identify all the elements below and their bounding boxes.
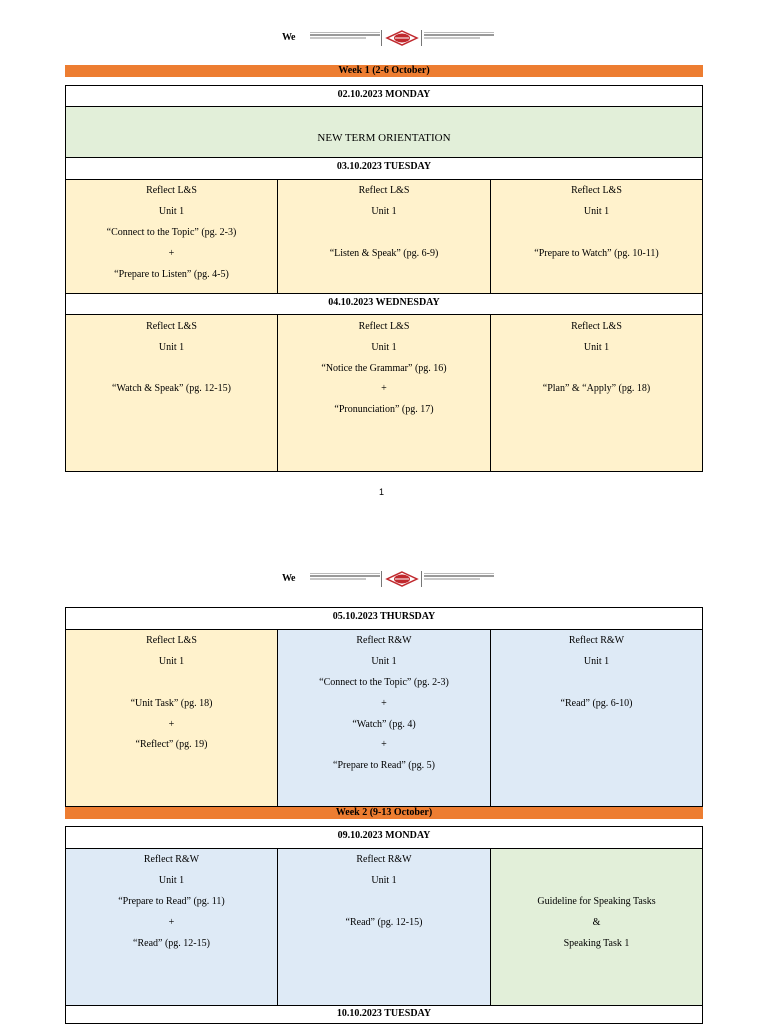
tuesday-cell-3: Reflect L&S Unit 1 “Prepare to Watch” (pg. 10-11): [490, 179, 703, 294]
school-emblem-icon: [384, 571, 420, 587]
monday-2-cell-3: Guideline for Speaking Tasks & Speaking Task 1: [490, 848, 703, 1006]
tuesday-2-header: 10.10.2023 TUESDAY: [65, 1005, 703, 1024]
logo-left-text: [310, 31, 380, 40]
week-1-bar: Week 1 (2-6 October): [65, 65, 703, 77]
wednesday-cell-3: Reflect L&S Unit 1 “Plan” & “Apply” (pg. 18): [490, 314, 703, 472]
wednesday-header: 04.10.2023 WEDNESDAY: [65, 293, 703, 315]
logo-right-text: [424, 31, 494, 40]
school-emblem-icon: [384, 30, 420, 46]
header-logo: [282, 30, 494, 46]
orientation-text: NEW TERM ORIENTATION: [317, 132, 451, 144]
page-number: 1: [379, 487, 385, 497]
logo-mark-text: We: [282, 573, 295, 584]
logo-mark-text: We: [282, 32, 295, 43]
wednesday-cell-2: Reflect L&S Unit 1 “Notice the Grammar” (pg. 16) + “Pronunciation” (pg. 17): [277, 314, 491, 472]
logo-left-text: [310, 572, 380, 581]
thursday-cell-2: Reflect R&W Unit 1 “Connect to the Topic” (pg. 2-3) + “Watch” (pg. 4) + “Prepare to Read” (pg. 5): [277, 629, 491, 807]
logo-right-text: [424, 572, 494, 581]
monday-header: 02.10.2023 MONDAY: [65, 85, 703, 107]
thursday-cell-3: Reflect R&W Unit 1 “Read” (pg. 6-10): [490, 629, 703, 807]
week-2-bar: Week 2 (9-13 October): [65, 807, 703, 819]
wednesday-cell-1: Reflect L&S Unit 1 “Watch & Speak” (pg. 12-15): [65, 314, 278, 472]
tuesday-cell-2: Reflect L&S Unit 1 “Listen & Speak” (pg. 6-9): [277, 179, 491, 294]
thursday-header: 05.10.2023 THURSDAY: [65, 607, 703, 630]
monday-2-header: 09.10.2023 MONDAY: [65, 826, 703, 849]
monday-2-cell-1: Reflect R&W Unit 1 “Prepare to Read” (pg. 11) + “Read” (pg. 12-15): [65, 848, 278, 1006]
tuesday-cell-1: Reflect L&S Unit 1 “Connect to the Topic” (pg. 2-3) + “Prepare to Listen” (pg. 4-5): [65, 179, 278, 294]
monday-2-cell-2: Reflect R&W Unit 1 “Read” (pg. 12-15): [277, 848, 491, 1006]
thursday-cell-1: Reflect L&S Unit 1 “Unit Task” (pg. 18) + “Reflect” (pg. 19): [65, 629, 278, 807]
monday-orientation-cell: [65, 106, 703, 158]
tuesday-header: 03.10.2023 TUESDAY: [65, 157, 703, 180]
header-logo-page-2: [282, 571, 494, 587]
